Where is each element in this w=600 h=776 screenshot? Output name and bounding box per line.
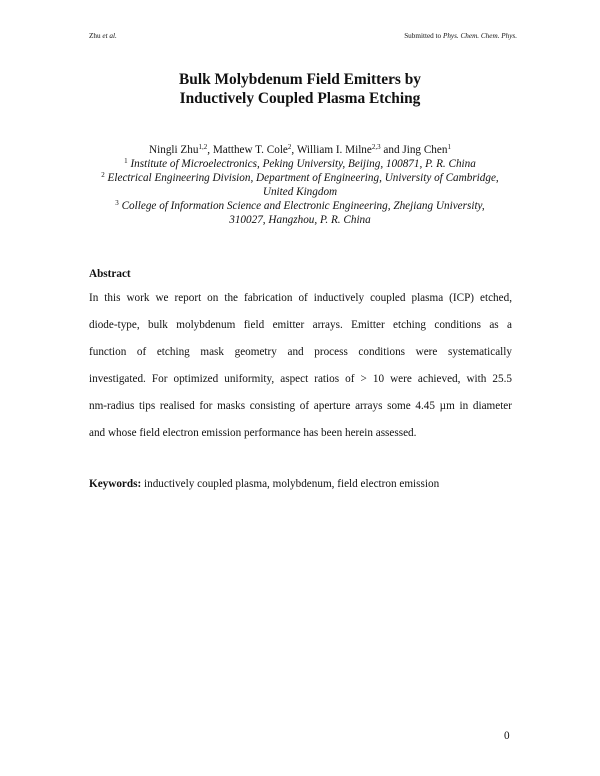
title-line-2: Inductively Coupled Plasma Etching xyxy=(179,90,421,107)
affiliation-3: $^3$ College of Information Science and Electronic Engineering, Zhejiang University, 310027, Hangzhou, P. R. China xyxy=(115,199,485,226)
running-head xyxy=(89,32,517,40)
affiliation-1: $^1$ Institute of Microelectronics, Peking University, Beijing, 100871, P. R. China xyxy=(124,157,476,170)
abstract-line: nm-radius tips realised for masks consisting of aperture arrays some 4.45 µm in diameter xyxy=(89,400,512,412)
affiliation-2: $^2$ Electrical Engineering Division, Department of Engineering, University of Cambridge, United Kingdom xyxy=(101,171,499,198)
keywords xyxy=(89,478,439,490)
author: Matthew T. Cole$^2$, xyxy=(212,143,297,156)
title-line-1: Bulk Molybdenum Field Emitters by xyxy=(179,71,421,88)
abstract-line: In this work we report on the fabrication of inductively coupled plasma (ICP) etched, xyxy=(89,292,512,304)
abstract-line: diode-type, bulk molybdenum field emitter arrays. Emitter etching conditions as a xyxy=(89,319,512,331)
abstract-heading: Abstract xyxy=(89,268,131,280)
running-head-authors: Zhu et al. xyxy=(89,32,117,40)
paper-title xyxy=(0,70,600,108)
abstract-line: function of etching mask geometry and process conditions were systematically xyxy=(89,346,512,358)
abstract-line: investigated. For optimized uniformity, aspect ratios of > 10 were achieved, with 25.5 xyxy=(89,373,512,385)
author: Ningli Zhu$^{1,2}$, xyxy=(149,143,213,156)
abstract-line: and whose field electron emission performance has been herein assessed. xyxy=(89,427,417,439)
abstract-body xyxy=(89,285,512,447)
author: Jing Chen$^1$ xyxy=(402,143,451,156)
keywords-text: inductively coupled plasma, molybdenum, field electron emission xyxy=(141,478,440,490)
page-number: 0 xyxy=(504,730,510,742)
running-head-journal: Submitted to Phys. Chem. Chem. Phys. xyxy=(404,32,517,40)
author-list xyxy=(0,143,600,157)
keywords-label: Keywords: xyxy=(89,478,142,490)
author: William I. Milne$^{2,3}$ and xyxy=(296,143,403,156)
